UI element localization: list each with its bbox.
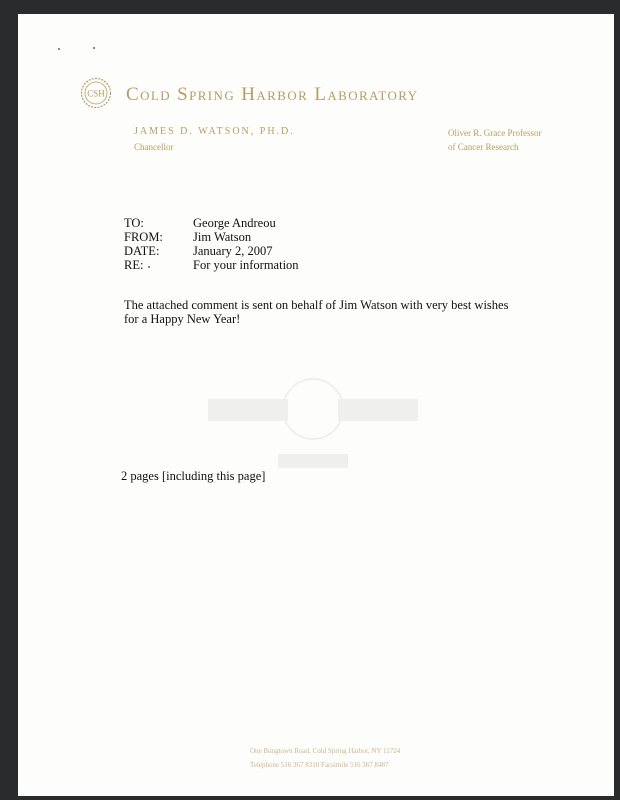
professorship-line: Oliver R. Grace Professor	[448, 128, 542, 138]
memo-row-to	[124, 216, 299, 230]
memo-value: Jim Watson	[193, 230, 252, 244]
memo-row-re	[124, 258, 299, 272]
professorship-line: of Cancer Research	[448, 142, 519, 152]
organization-name: Cold Spring Harbor Laboratory	[126, 84, 419, 105]
memo-row-from	[124, 230, 299, 244]
memo-label: DATE:	[124, 244, 160, 258]
memo-label: RE:	[124, 258, 144, 272]
footer-address: One Bungtown Road, Cold Spring Harbor, NY 11724	[250, 747, 401, 755]
memo-row-date	[124, 244, 299, 258]
memo-value: January 2, 2007	[193, 244, 273, 258]
stray-mark	[58, 48, 60, 50]
csh-logo-icon	[80, 77, 112, 109]
memo-label: FROM:	[124, 230, 163, 244]
page-count: 2 pages [including this page]	[121, 469, 266, 483]
memo-label: TO:	[124, 216, 144, 230]
svg-text:CSH: CSH	[87, 88, 105, 99]
memo-value: For your information	[193, 258, 299, 272]
professorship	[448, 126, 558, 154]
memo-header	[124, 216, 299, 272]
watermark-image	[198, 369, 428, 479]
footer-phone: Telephone 516 367 8310 Facsimile 516 367 8487	[250, 761, 389, 769]
letter-page	[18, 14, 614, 796]
memo-value: George Andreou	[193, 216, 276, 230]
letterhead-footer	[250, 744, 400, 772]
sender-title: Chancellor	[134, 142, 174, 152]
sender-name: JAMES D. WATSON, PH.D.	[134, 126, 295, 137]
stray-mark	[148, 266, 150, 268]
stray-mark	[93, 47, 95, 49]
memo-body: The attached comment is sent on behalf of Jim Watson with very best wishes for a Happy New Year!	[124, 298, 509, 326]
